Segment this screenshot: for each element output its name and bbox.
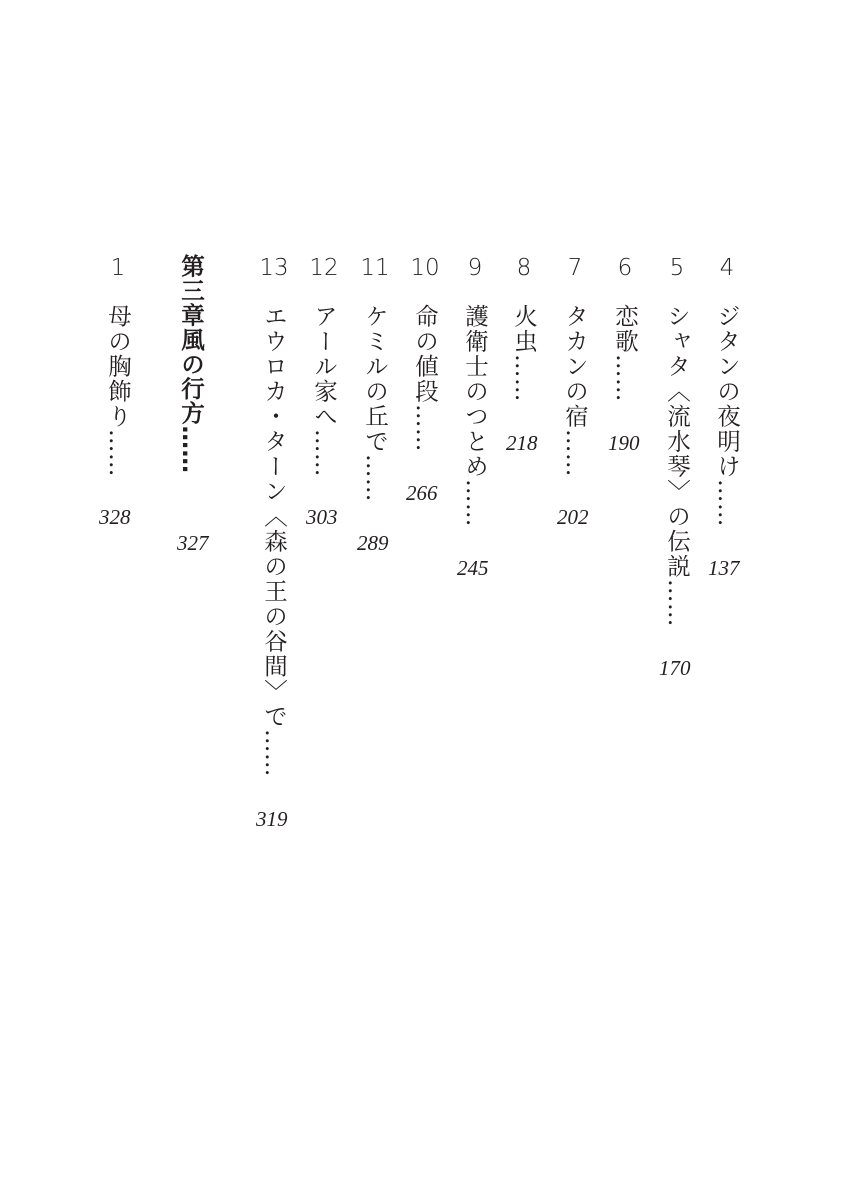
chapter-title-text: ジタンの夜明け (713, 304, 741, 479)
chapter-title-text: 恋歌 (611, 304, 639, 354)
chapter-title-text: ケミルの丘で (361, 304, 389, 454)
toc-entry[interactable] (259, 254, 289, 777)
page-number: 190 (608, 431, 640, 455)
toc-entry[interactable] (360, 254, 390, 502)
toc-entry[interactable] (610, 254, 640, 402)
chapter-number: 12 (309, 255, 339, 281)
chapter-number: 8 (516, 255, 532, 281)
page-number: 327 (177, 531, 209, 555)
dot-leader: …… (510, 354, 538, 402)
page-number: 170 (659, 656, 691, 680)
toc-entry[interactable] (410, 254, 440, 452)
chapter-title-text: 火虫 (510, 304, 538, 354)
chapter-number: 11 (360, 255, 390, 281)
chapter-number: 6 (617, 255, 633, 281)
chapter-number: 10 (410, 255, 440, 281)
dot-leader: …… (104, 429, 132, 477)
chapter-title (259, 304, 289, 777)
page-number: 266 (406, 481, 438, 505)
toc-entry[interactable] (460, 254, 490, 527)
chapter-number: 4 (719, 255, 735, 281)
chapter-number: 7 (567, 255, 583, 281)
toc-entry[interactable] (560, 254, 590, 477)
dot-leader: …… (663, 579, 691, 627)
chapter-title-text: 母の胸飾り (104, 304, 132, 429)
chapter-title-text: 護衛士のつとめ (461, 304, 489, 479)
chapter-number: 9 (467, 255, 483, 281)
page-number: 202 (557, 505, 589, 529)
part-label: 第三章 (177, 254, 205, 328)
chapter-title (560, 304, 590, 477)
chapter-title (309, 304, 339, 477)
dot-leader: …… (411, 404, 439, 452)
part-title-text: 風の行方 (177, 327, 205, 426)
chapter-title (662, 304, 692, 627)
chapter-title (610, 304, 640, 402)
chapter-title (410, 304, 440, 452)
dot-leader: …… (310, 429, 338, 477)
chapter-title (712, 304, 742, 527)
toc-entry[interactable] (309, 254, 339, 477)
dot-leader: …… (260, 729, 288, 777)
chapter-number: 1 (110, 255, 126, 281)
page-number: 245 (457, 556, 489, 580)
dot-leader: …… (361, 454, 389, 502)
page-number: 137 (708, 556, 740, 580)
dot-leader: …… (177, 425, 205, 474)
toc-entry[interactable] (509, 254, 539, 402)
chapter-title (360, 304, 390, 502)
dot-leader: …… (713, 479, 741, 527)
page-number: 328 (99, 505, 131, 529)
chapter-title-text: シャタ〈流水琴〉の伝説 (663, 304, 691, 579)
chapter-title-text: アール家へ (310, 304, 338, 429)
chapter-number: 5 (669, 255, 685, 281)
part-title (176, 254, 206, 474)
part-heading[interactable] (176, 254, 206, 474)
chapter-title-text: 命の値段 (411, 304, 439, 404)
chapter-title (509, 304, 539, 402)
toc-entry[interactable] (103, 254, 133, 477)
dot-leader: …… (561, 429, 589, 477)
chapter-title-text: エウロカ・ターン〈森の王の谷間〉で (260, 304, 288, 729)
chapter-title (460, 304, 490, 527)
dot-leader: …… (461, 479, 489, 527)
page-number: 319 (256, 807, 288, 831)
toc-entry[interactable] (662, 254, 692, 627)
page-number: 289 (357, 531, 389, 555)
page-number: 218 (506, 431, 538, 455)
dot-leader: …… (611, 354, 639, 402)
chapter-title-text: タカンの宿 (561, 304, 589, 429)
page-number: 303 (306, 505, 338, 529)
chapter-title (103, 304, 133, 477)
toc-entry[interactable] (712, 254, 742, 527)
chapter-number: 13 (259, 255, 289, 281)
